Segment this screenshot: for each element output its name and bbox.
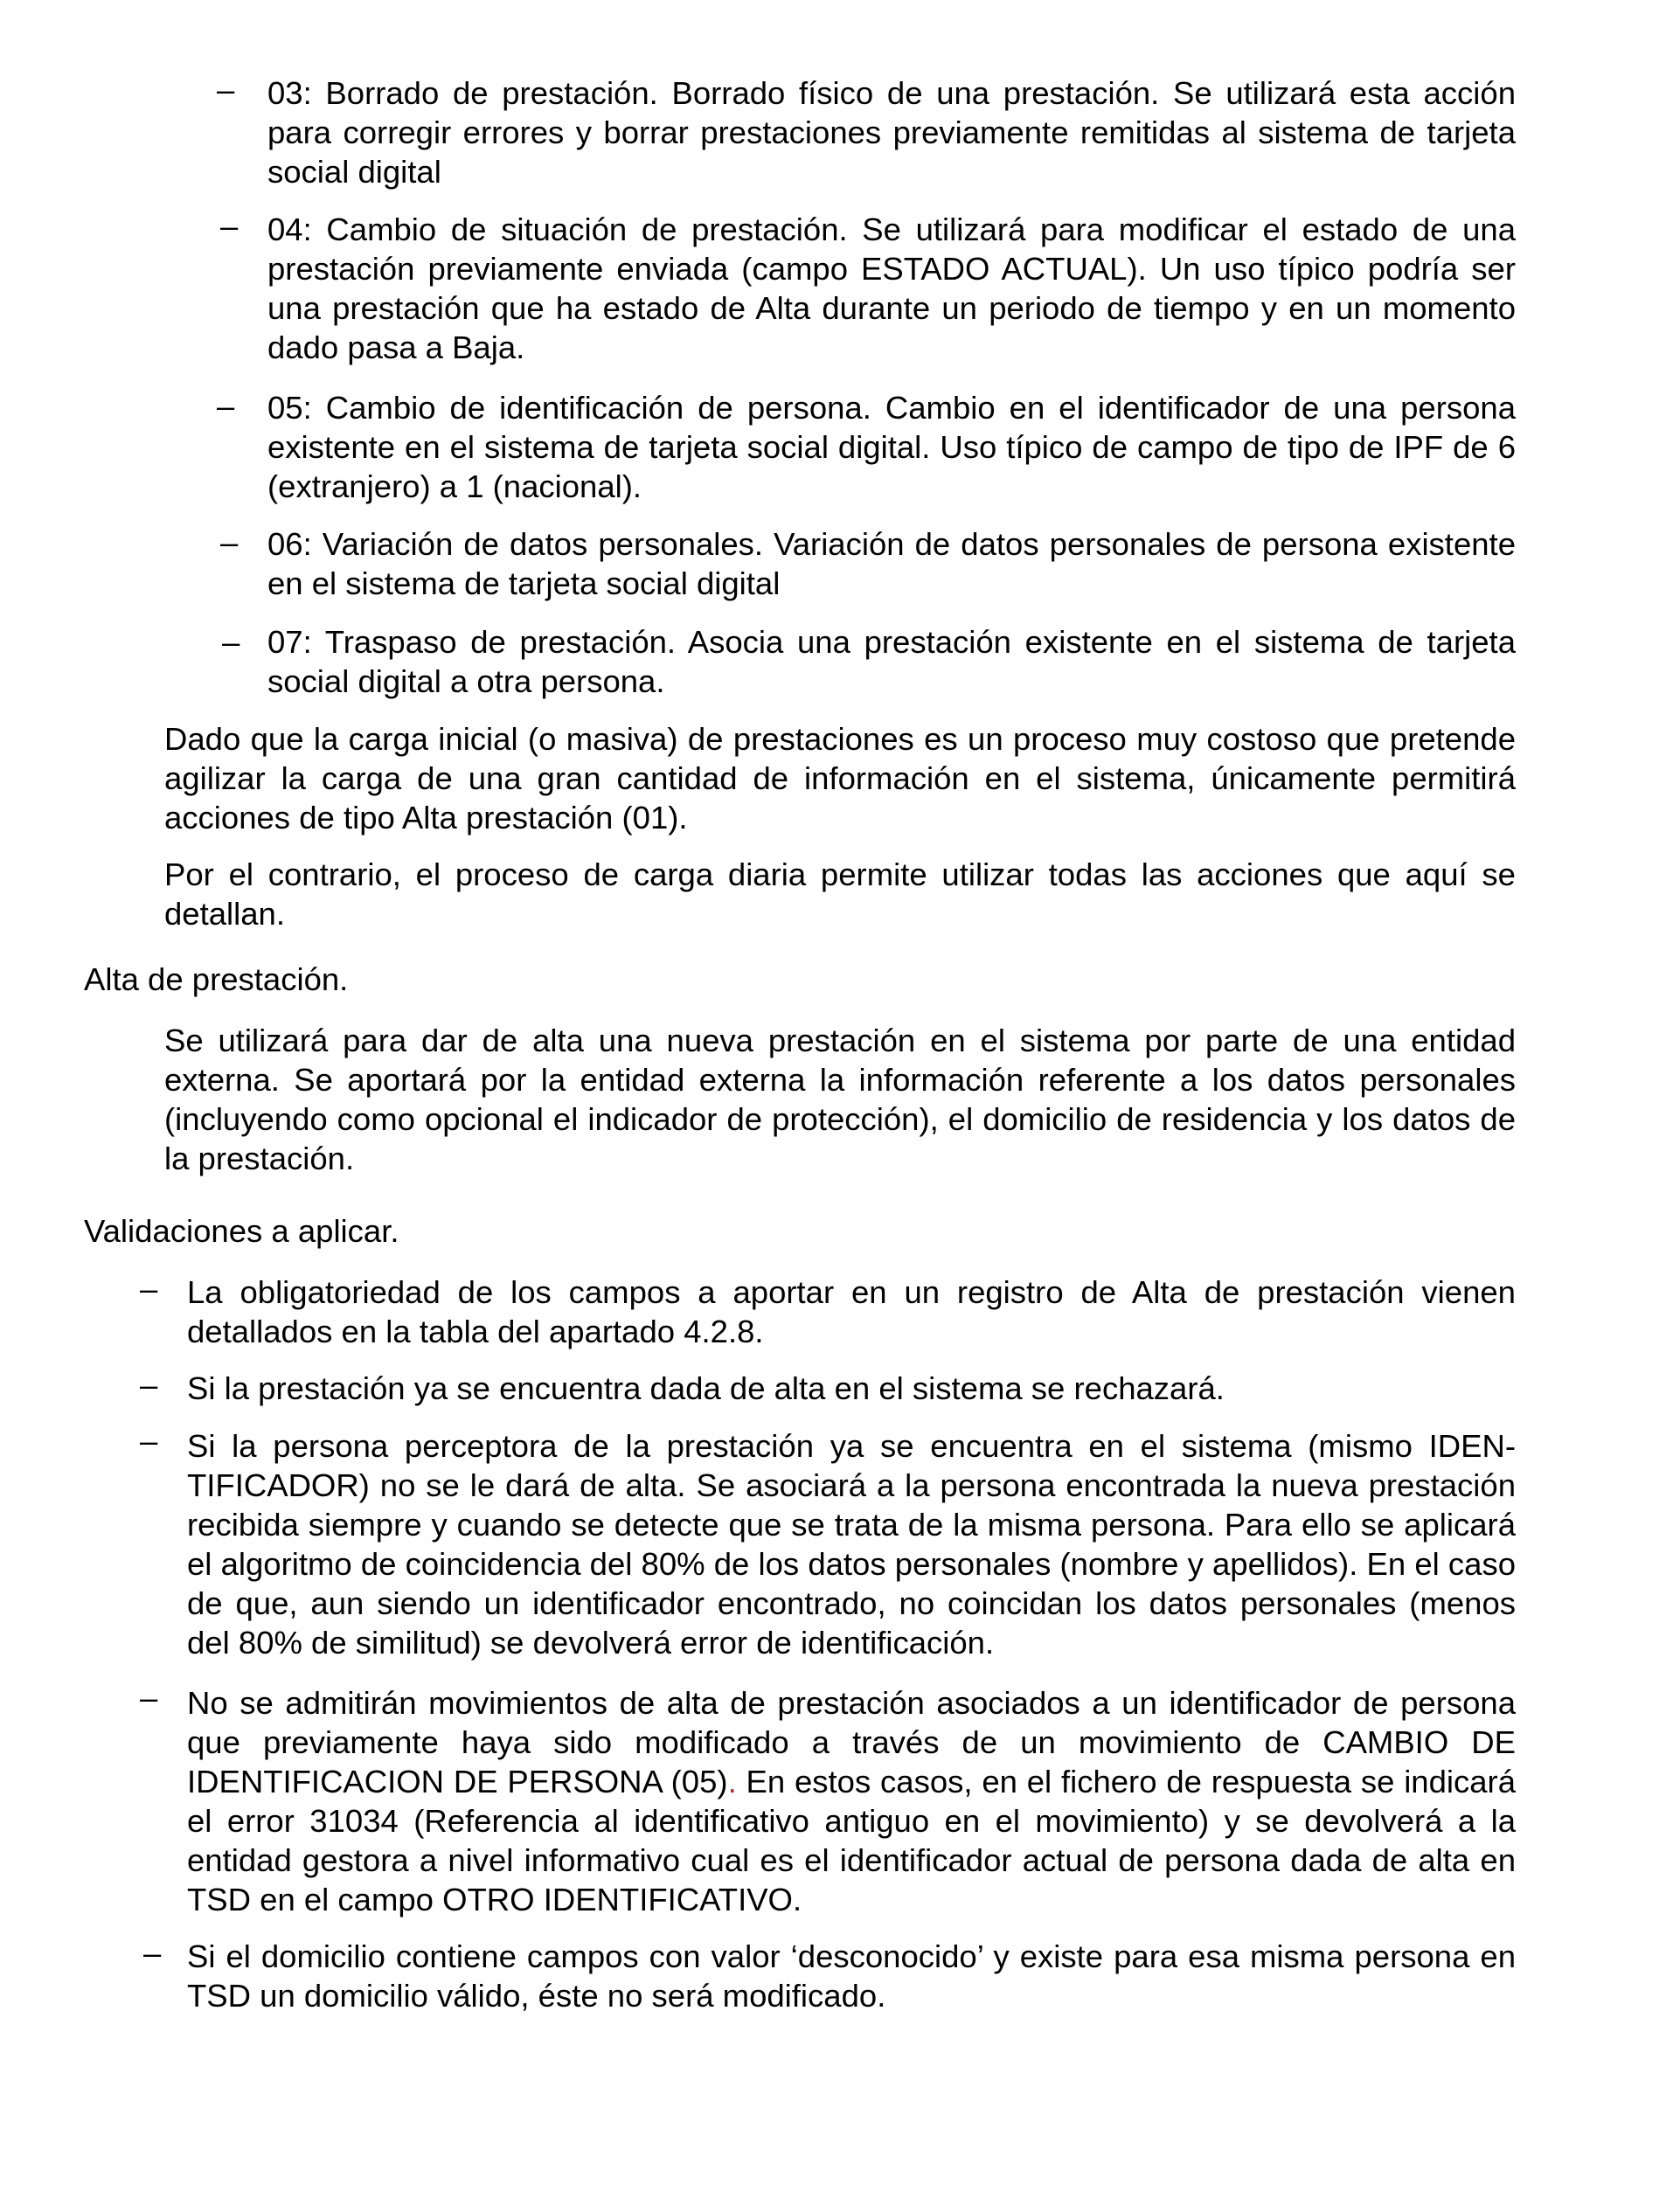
list-item-text: 04: Cambio de situación de prestación. Se utilizará para modificar el estado de una prestación previamente enviada (campo ESTADO ACTUAL). Un uso típico podría ser una prestación que ha estado de Alta durante un periodo de tiempo y en un momento dado pasa a Baja.: [267, 211, 1516, 365]
dash-bullet: –: [217, 388, 235, 424]
list-item-text: Si la prestación ya se encuentra dada de alta en el sistema se rechazará.: [187, 1370, 1225, 1406]
dash-bullet: –: [220, 524, 239, 560]
validation-text-before: No se admitirán movimientos de alta de prestación asociados a un identificador de persona que previamente haya sido modificado a través de un movimiento de CAMBIO DE IDENTIFICACION DE PERSONA (05): [187, 1685, 1516, 1799]
list-item-text: Si el domicilio contiene campos con valor ‘desconocido’ y existe para esa misma persona en TSD un domicilio válido, éste no será modificado.: [187, 1938, 1516, 2014]
validation-text-after: En estos casos, en el fichero de respuesta se indicará el error 31034 (Referencia al identificativo antiguo en el movimiento) y se devolverá a la entidad gestora a nivel informativo cual es el identificador actual de persona dada de alta en TSD en el campo OTRO IDENTIFICATIVO.: [187, 1764, 1517, 1917]
highlight-period: .: [727, 1764, 737, 1799]
dash-bullet: –: [140, 1367, 158, 1403]
list-item-text: 05: Cambio de identificación de persona. Cambio en el identificador de una persona existente en el sistema de tarjeta social digital. Uso típico de campo de tipo de IPF de 6 (extranjero) a 1 (nacional).: [267, 390, 1516, 504]
dash-bullet: –: [140, 1680, 158, 1716]
list-item-text: 03: Borrado de prestación. Borrado físico de una prestación. Se utilizará esta acción para corregir errores y borrar prestaciones previamente remitidas al sistema de tarjeta social digital: [267, 75, 1516, 190]
list-item-text: [187, 1683, 1516, 1919]
paragraph-alta: Se utilizará para dar de alta una nueva prestación en el sistema por parte de una entidad externa. Se aportará por la entidad externa la información referente a los datos personales (incluyendo como opcional el indicador de protección), el domicilio de residencia y los datos de la prestación.: [164, 1023, 1516, 1176]
dash-bullet: –: [140, 1423, 158, 1459]
heading-alta-prestacion: Alta de prestación.: [84, 961, 349, 997]
list-item-text: 07: Traspaso de prestación. Asocia una prestación existente en el sistema de tarjeta social digital a otra persona.: [267, 624, 1516, 699]
dash-bullet: –: [222, 624, 240, 660]
list-item-text: Si la persona perceptora de la prestación ya se encuentra en el sistema (mismo IDENTIFICADOR) no se le dará de alta. Se asociará a la persona encontrada la nueva prestación recibida siempre y cuando se detecte que se trata de la misma persona. Para ello se aplicará el algoritmo de coincidencia del 80% de los datos personales (nombre y apellidos). En el caso de que, aun siendo un identificador encontrado, no coincidan los datos personales (menos del 80% de similitud) se devolverá error de identificación.: [187, 1428, 1516, 1661]
heading-validaciones: Validaciones a aplicar.: [84, 1213, 399, 1249]
dash-bullet: –: [217, 72, 235, 107]
dash-bullet: –: [143, 1935, 162, 1971]
list-item-text: La obligatoriedad de los campos a aportar en un registro de Alta de prestación vienen detallados en la tabla del apartado 4.2.8.: [187, 1274, 1516, 1349]
dash-bullet: –: [140, 1271, 158, 1307]
paragraph-carga-diaria: Por el contrario, el proceso de carga diaria permite utilizar todas las acciones que aquí se detallan.: [164, 856, 1516, 932]
paragraph-carga-inicial: Dado que la carga inicial (o masiva) de prestaciones es un proceso muy costoso que pretende agilizar la carga de una gran cantidad de información en el sistema, únicamente permitirá acciones de tipo Alta prestación (01).: [164, 721, 1516, 836]
dash-bullet: –: [220, 208, 239, 244]
list-item-text: 06: Variación de datos personales. Variación de datos personales de persona existente en el sistema de tarjeta social digital: [267, 526, 1516, 601]
